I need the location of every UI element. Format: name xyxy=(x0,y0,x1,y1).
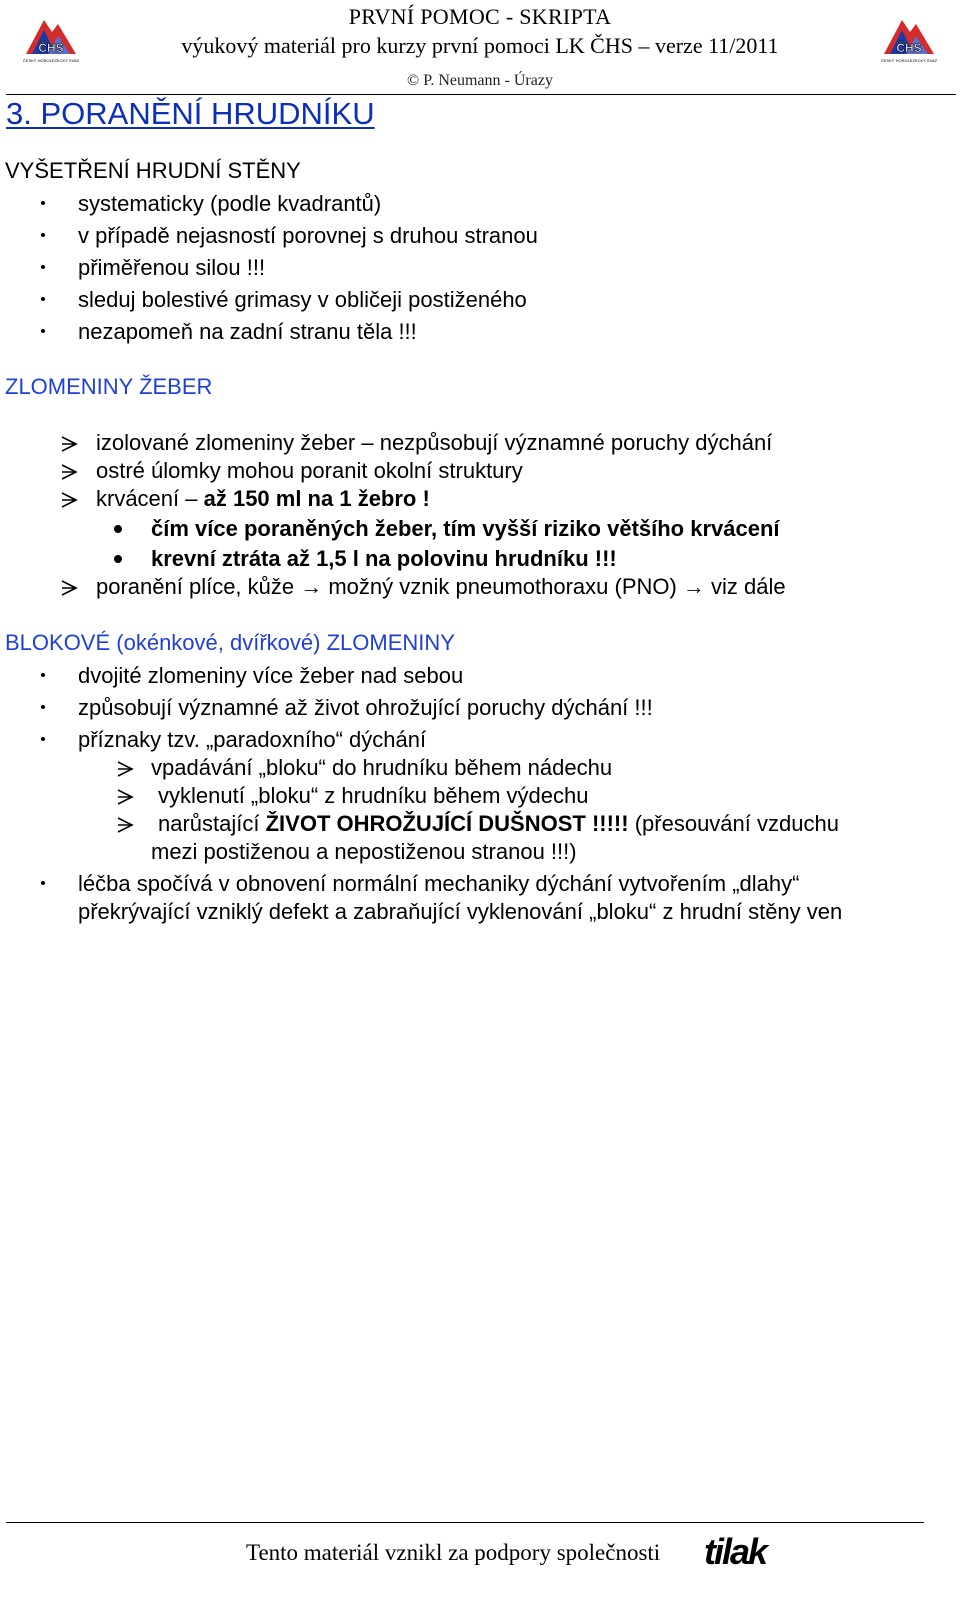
sub-list-item-dyspnea xyxy=(158,811,839,837)
copyright-note: © P. Neumann - Úrazy xyxy=(407,72,553,89)
arrow-bullet-icon xyxy=(116,816,134,834)
bullet-dot xyxy=(114,555,122,563)
logo-lettering: ČHS xyxy=(38,41,64,55)
arrow-bullet-icon xyxy=(60,579,78,597)
list-item: přiměřenou silou !!! xyxy=(78,255,266,280)
tilak-logo xyxy=(702,1531,788,1571)
logo-caption: ČESKÝ HOROLEZECKÝ SVAZ xyxy=(880,58,938,63)
list-item-continuation: překrývající vzniklý defekt a zabraňující vyklenování „bloku“ z hrudní stěny ven xyxy=(78,899,843,924)
arrow-bullet-icon xyxy=(60,463,78,481)
document-subtitle: výukový materiál pro kurzy první pomoci LK ČHS – verze 11/2011 xyxy=(181,33,779,58)
document-title: PRVNÍ POMOC - SKRIPTA xyxy=(348,4,612,29)
bullet-dot xyxy=(41,737,45,741)
sub-list-item-continuation: mezi postiženou a nepostiženou stranou !!!) xyxy=(151,839,577,864)
chapter-title: 3. PORANĚNÍ HRUDNÍKU xyxy=(6,96,375,131)
header-divider xyxy=(6,94,956,95)
list-item: způsobují významné až život ohrožující poruchy dýchání !!! xyxy=(78,695,653,720)
bullet-dot xyxy=(41,265,45,269)
section-heading-block-fractures: BLOKOVÉ (okénkové, dvířkové) ZLOMENINY xyxy=(5,630,455,655)
text-normal: krvácení – xyxy=(96,486,204,511)
list-item: dvojité zlomeniny více žeber nad sebou xyxy=(78,663,464,688)
arrow-bullet-icon xyxy=(60,491,78,509)
sub-list-item: vpadávání „bloku“ do hrudníku během nádechu xyxy=(151,755,613,780)
list-item: v případě nejasností porovnej s druhou stranou xyxy=(78,223,538,248)
bullet-dot xyxy=(41,233,45,237)
tilak-lettering: tilak xyxy=(704,1531,767,1571)
logo-lettering: ČHS xyxy=(896,41,922,55)
logo-caption: ČESKÝ HOROLEZECKÝ SVAZ xyxy=(22,58,80,63)
text-normal: (přesouvání vzduchu xyxy=(628,811,839,836)
list-item: příznaky tzv. „paradoxního“ dýchání xyxy=(78,727,427,752)
bullet-dot xyxy=(41,881,45,885)
text-emphasis: až 150 ml na 1 žebro ! xyxy=(203,486,430,511)
list-item: systematicky (podle kvadrantů) xyxy=(78,191,382,216)
list-item: izolované zlomeniny žeber – nezpůsobují významné poruchy dýchání xyxy=(96,430,773,455)
bullet-dot xyxy=(41,297,45,301)
text-emphasis: ŽIVOT OHROŽUJÍCÍ DUŠNOST !!!!! xyxy=(265,811,629,836)
list-item: ostré úlomky mohou poranit okolní struktury xyxy=(96,458,523,483)
arrow-bullet-icon xyxy=(60,435,78,453)
section-heading-rib-fractures: ZLOMENINY ŽEBER xyxy=(5,374,213,399)
footer-sponsor-note: Tento materiál vznikl za podpory společnosti xyxy=(246,1540,661,1565)
section-heading-examination: VYŠETŘENÍ HRUDNÍ STĚNY xyxy=(5,158,301,183)
sub-list-item: čím více poraněných žeber, tím vyšší riziko většího krvácení xyxy=(151,516,780,541)
list-item-bleeding xyxy=(96,486,430,512)
arrow-bullet-icon xyxy=(116,788,134,806)
list-item: léčba spočívá v obnovení normální mechaniky dýchání vytvořením „dlahy“ xyxy=(78,871,800,896)
footer-divider xyxy=(6,1522,924,1523)
sub-list-item: krevní ztráta až 1,5 l na polovinu hrudníku !!! xyxy=(151,546,617,571)
list-item: sleduj bolestivé grimasy v obličeji postiženého xyxy=(78,287,527,312)
text-normal: narůstající xyxy=(158,811,266,836)
list-item: nezapomeň na zadní stranu těla !!! xyxy=(78,319,417,344)
bullet-dot xyxy=(41,329,45,333)
bullet-dot xyxy=(41,705,45,709)
bullet-dot xyxy=(41,201,45,205)
bullet-dot xyxy=(114,525,122,533)
bullet-dot xyxy=(41,673,45,677)
list-item: poranění plíce, kůže → možný vznik pneumothoraxu (PNO) → viz dále xyxy=(96,574,786,599)
arrow-bullet-icon xyxy=(116,760,134,778)
sub-list-item: vyklenutí „bloku“ z hrudníku během výdechu xyxy=(158,783,589,808)
